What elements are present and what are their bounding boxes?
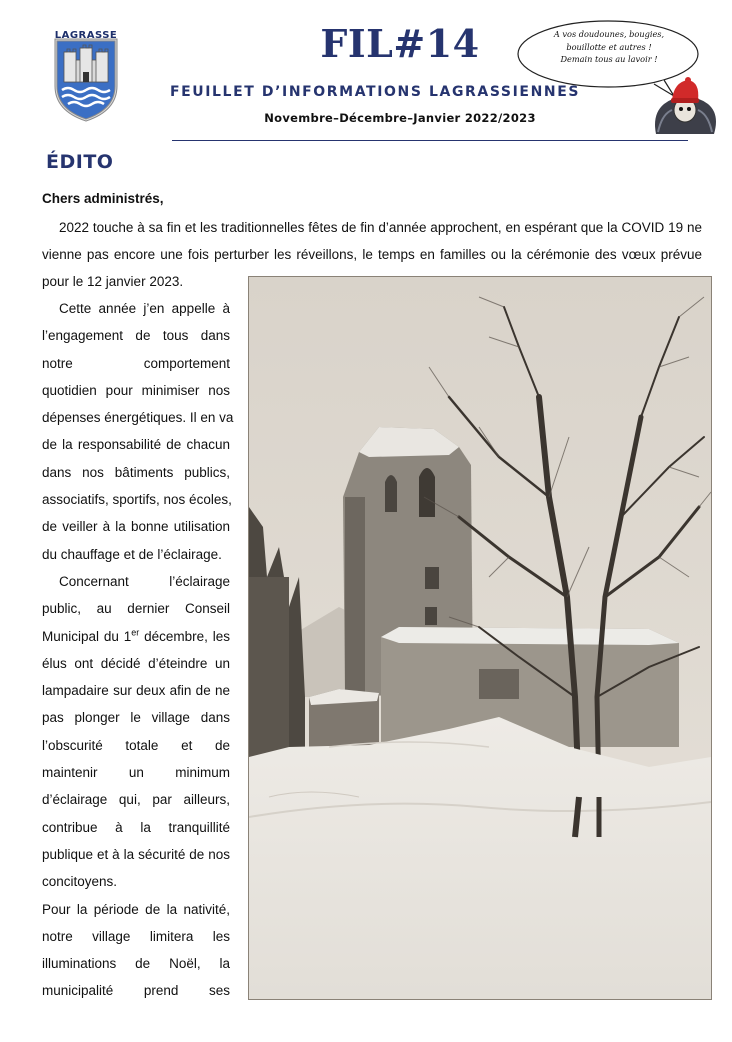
text-line: public, au dernier Conseil (42, 601, 230, 617)
text-line: l’engagement de tous dans (42, 328, 230, 344)
mascot-with-red-hat-illustration (648, 74, 722, 140)
greeting: Chers administrés, (42, 191, 164, 206)
snowy-abbey-tower-photo (248, 276, 712, 1000)
text-line: Concernant l’éclairage (59, 573, 230, 589)
edito-column-text (42, 295, 234, 1005)
text-line: de veiller à la bonne utilisation (42, 519, 230, 535)
speech-bubble-text (524, 28, 694, 66)
text-line: dépenses énergétiques. Il en va (42, 410, 234, 426)
text-line: Cette année j’en appelle à (59, 301, 230, 316)
bubble-line: Demain tous au lavoir ! (560, 54, 658, 64)
section-title-edito: ÉDITO (46, 151, 114, 173)
text-line: maintenir un minimum (42, 765, 230, 781)
text-line: l’obscurité totale et de (42, 737, 230, 753)
bubble-line: A vos doudounes, bougies, (553, 29, 665, 39)
text-line: du chauffage et de l’éclairage. (42, 546, 222, 562)
bubble-line: bouillotte et autres ! (566, 41, 652, 52)
lagrasse-crest-logo (50, 30, 122, 122)
header-divider (172, 140, 688, 141)
text-line: notre comportement (42, 355, 230, 371)
text-line: quotidien pour minimiser nos (42, 382, 230, 398)
text-line: d’éclairage qui, par ailleurs, (42, 792, 230, 808)
text-line: municipalité prend ses (42, 983, 230, 999)
text-line: Pour la période de la nativité, (42, 901, 230, 917)
text-line: vienne pas encore une fois perturber les réveillons, le temps en familles ou la cérémonie des vœux prévue (42, 247, 702, 262)
text-line: associatifs, sportifs, nos écoles, (42, 492, 232, 508)
issue-period: Novembre–Décembre–Janvier 2022/2023 (264, 111, 536, 125)
newsletter-title: FIL#14 (320, 21, 480, 66)
text-line: publique et à la sécurité de nos (42, 846, 230, 862)
crest-label: LAGRASSE (54, 30, 118, 41)
text-line: de la responsabilité de chacun (42, 437, 230, 453)
text-line: pas plonger le village dans (42, 710, 230, 726)
text-line: notre village limitera les (42, 928, 230, 944)
text-line: pour le 12 janvier 2023. (42, 274, 184, 289)
text-line: contribue à la tranquillité (42, 819, 230, 835)
text-line: dans nos bâtiments publics, (42, 464, 230, 480)
text-line: illuminations de Noël, la (42, 956, 230, 972)
text-line: concitoyens. (42, 874, 118, 890)
text-line: élus ont décidé d’éteindre un (42, 655, 230, 671)
text-line: lampadaire sur deux afin de ne (42, 683, 230, 699)
newsletter-subtitle: FEUILLET D’INFORMATIONS LAGRASSIENNES (169, 84, 581, 100)
text-line: 2022 touche à sa fin et les traditionnelles fêtes de fin d’année approchent, en espérant que la COVID 19 ne (59, 220, 702, 235)
text-line: Municipal du 1er décembre, les (42, 627, 230, 644)
